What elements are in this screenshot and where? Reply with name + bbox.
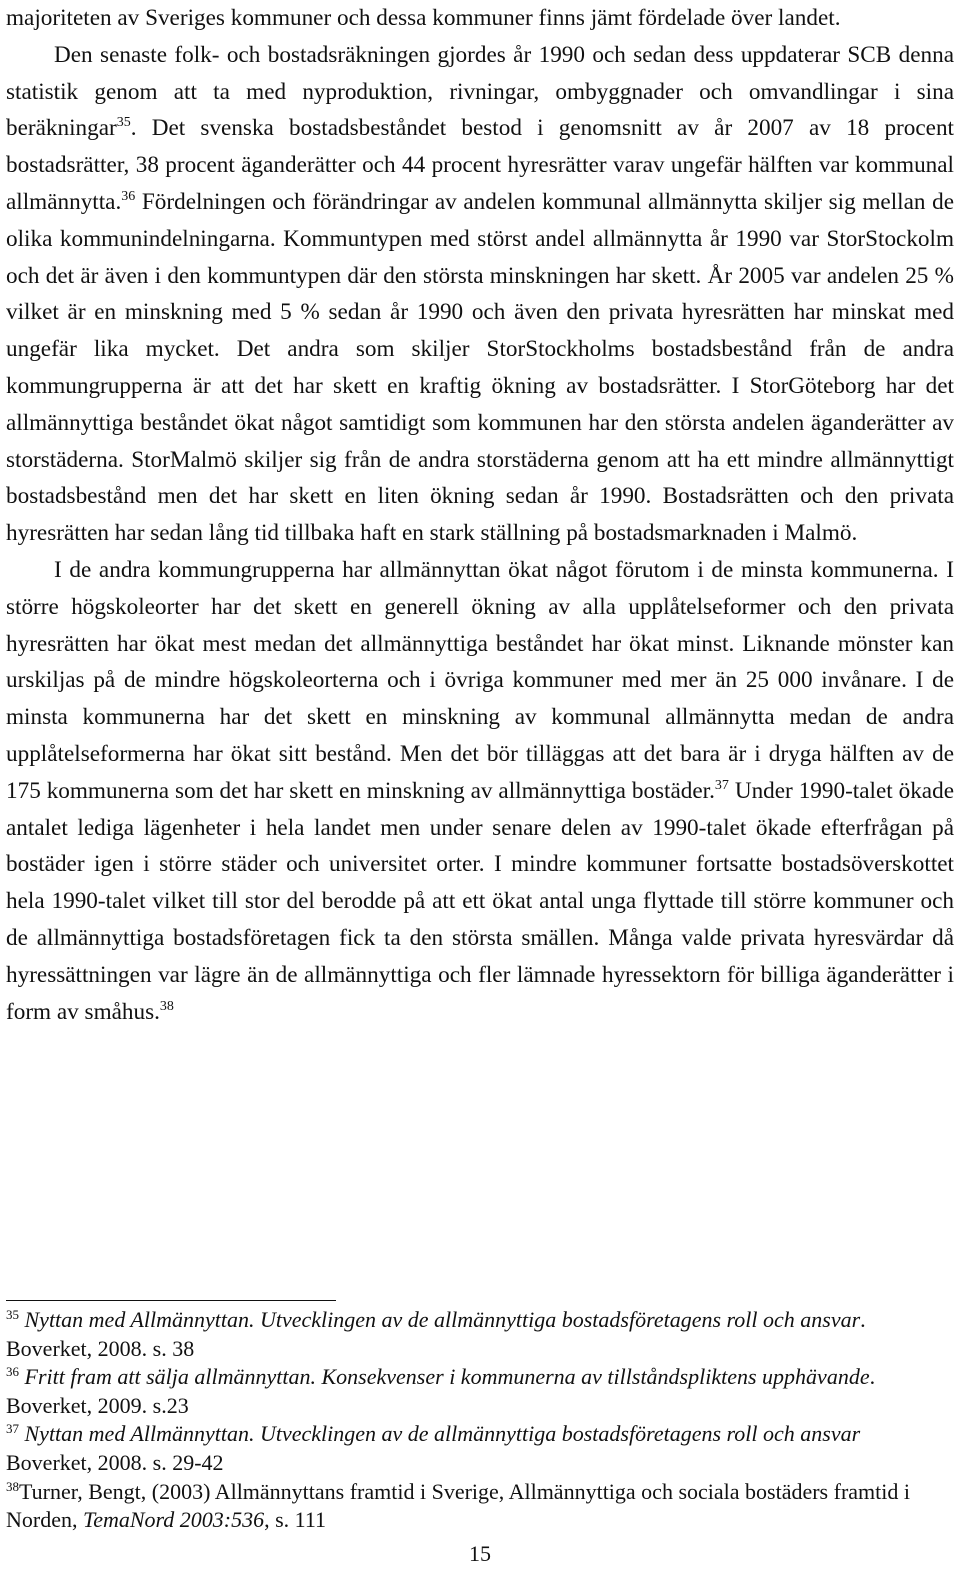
footnote-source: . Boverket, 2009. s.23 <box>6 1364 876 1418</box>
footnote-pages: , s. 111 <box>264 1507 327 1533</box>
paragraph-2-text-c: Fördelningen och förändringar av andelen kommunal allmännytta skiljer sig mellan de olika kommunindelningarna. Kommuntypen med störst andel allmännytta år 1990 var StorStockolm och det är även i den kommuntypen där den största minskningen har skett. År 2005 var andelen 25 % vilket är en minskning med 5 % sedan år 1990 och även den privata hyresrätten har minskat med ungefär lika mycket. Det andra som skiljer StorStockholms bostadsbestånd från de andra kommungrupperna är att det har skett en kraftig ökning av bostadsrätter. I StorGöteborg har det allmännyttiga beståndet ökat något samtidigt som kommunen har den största andelen äganderätter av storstäderna. StorMalmö skiljer sig från de andra storstäderna genom att ha ett mindre allmännyttigt bostadsbestånd men det har skett en liten ökning sedan år 1990. Bostadsrätten och den privata hyresrätten har sedan lång tid tillbaka haft en stark ställning på bostadsmarknaden i Malmö. <box>6 188 954 547</box>
footnote-number: 35 <box>6 1307 19 1322</box>
paragraph-3-text-a: I de andra kommungrupperna har allmännyttan ökat något förutom i de minsta kommunerna. I större högskoleorter har det skett en generell ökning av alla upplåtelseformer och den privata hyresrätten har ökat mest medan det allmännyttiga beståndet har ökat minst. Liknande mönster kan urskiljas på de mindre högskoleorterna och i övriga kommuner med mer än 25 000 invånare. I de minsta kommunerna har det skett en minskning av kommunal allmännytta medan de andra upplåtelseformerna har ökat sitt bestånd. Men det bör tilläggas att det bara är i dryga hälften av de 175 kommunerna som det har skett en minskning av allmännyttiga bostäder. <box>6 556 954 804</box>
document-page <box>6 0 954 1030</box>
footnote-title: Nyttan med Allmännyttan. Utvecklingen av de allmännyttiga bostadsföretagens roll och ansvar <box>24 1421 861 1447</box>
footnote-number: 36 <box>6 1364 19 1380</box>
footnote-author: Turner, Bengt, (2003) Allmännyttans framtid i Sverige, Allmännyttiga och sociala bostäders framtid i Norden, <box>6 1478 910 1533</box>
footnote-ref-35[interactable]: 35 <box>116 115 131 131</box>
paragraph-1 <box>6 0 954 37</box>
page-number: 15 <box>469 1541 491 1566</box>
footnote-number: 37 <box>6 1421 19 1437</box>
footnote-36 <box>6 1363 936 1420</box>
footnote-separator <box>6 1300 336 1301</box>
paragraph-2-text-a: Den senaste folk- och bostadsräkningen gjordes år 1990 och sedan dess uppdaterar SCB denna statistik genom att ta med nyproduktion, rivningar, ombyggnader och omvandlingar i sina beräkningar <box>6 41 954 142</box>
footnote-38 <box>6 1478 936 1535</box>
footnote-ref-38[interactable]: 38 <box>159 998 174 1014</box>
paragraph-1-text: majoriteten av Sveriges kommuner och dessa kommuner finns jämt fördelade över landet. <box>6 5 841 31</box>
footnote-37 <box>6 1420 936 1477</box>
footnote-title: Nyttan med Allmännyttan. Utvecklingen av de allmännyttiga bostadsföretagens roll och ansvar <box>24 1307 861 1332</box>
footnote-ref-37[interactable]: 37 <box>714 777 729 793</box>
footnote-ref-36[interactable]: 36 <box>121 188 136 204</box>
footnote-number: 38 <box>6 1478 19 1494</box>
paragraph-2 <box>6 37 954 552</box>
footnotes <box>6 1306 936 1535</box>
footnote-source: . Boverket, 2008. s. 38 <box>6 1307 866 1361</box>
footnote-series: TemaNord 2003:536 <box>82 1507 265 1533</box>
footnote-35 <box>6 1306 936 1363</box>
footnote-title: Fritt fram att sälja allmännyttan. Konsekvenser i kommunerna av tillståndspliktens upphävande <box>24 1364 870 1390</box>
paragraph-2-text-b: . Det svenska bostadsbeståndet bestod i genomsnitt av år 2007 av 18 procent bostadsrätter, 38 procent äganderätter och 44 procent hyresrätter varav ungefär hälften var kommunal allmännytta. <box>6 115 954 215</box>
footnote-source: Boverket, 2008. s. 29-42 <box>6 1449 224 1475</box>
paragraph-3 <box>6 552 954 1030</box>
paragraph-3-text-b: Under 1990-talet ökade antalet lediga lägenheter i hela landet men under senare delen av 1990-talet ökade efterfrågan på bostäder igen i större städer och universitet orter. I mindre kommuner fortsatte bostadsöverskottet hela 1990-talet vilket till stor del berodde på att ett ökat antal unga flyttade till större kommuner och de allmännyttiga bostadsföretagen fick ta den största smällen. Många valde privata hyresvärdar då hyressättningen var lägre än de allmännyttiga och fler lämnade hyressektorn för billiga äganderätter i form av småhus. <box>6 777 954 1025</box>
body-text <box>6 0 954 1030</box>
